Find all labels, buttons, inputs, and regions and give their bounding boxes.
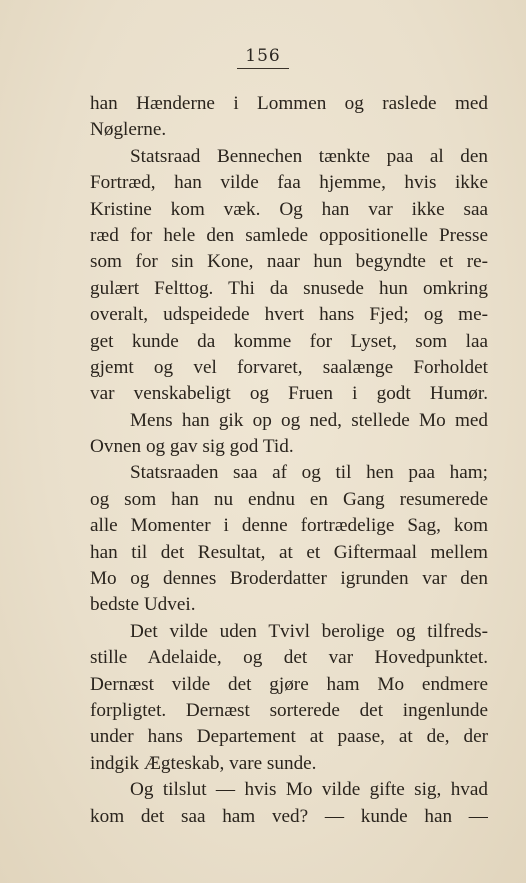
text-line: forpligtet. Dernæst sorterede det ingenlunde	[90, 699, 488, 721]
text-line: han til det Resultat, at et Giftermaal mellem	[90, 541, 488, 563]
text-line: gjemt og vel forvaret, saalænge Forholdet	[90, 356, 488, 378]
text-line: Statsraad Bennechen tænkte paa al den	[130, 145, 488, 167]
text-line: under hans Departement at paase, at de, der	[90, 726, 488, 748]
page-number-rule	[237, 68, 289, 69]
text-line: Mens han gik op og ned, stellede Mo med	[130, 409, 488, 431]
text-line: som for sin Kone, naar hun begyndte et re-	[90, 251, 488, 273]
text-line: Mo og dennes Broderdatter igrunden var den	[90, 568, 488, 590]
text-line: og som han nu endnu en Gang resumerede	[90, 488, 488, 510]
text-line: get kunde da komme for Lyset, som laa	[90, 330, 488, 352]
text-line: han Hænderne i Lommen og raslede med	[90, 93, 488, 114]
text-line: Og tilslut — hvis Mo vilde gifte sig, hvad	[130, 779, 488, 801]
body-text	[90, 91, 488, 830]
page-number	[0, 46, 526, 69]
text-line: Kristine kom væk. Og han var ikke saa	[90, 198, 488, 220]
text-line: Dernæst vilde det gjøre ham Mo endmere	[90, 673, 488, 695]
text-line: ræd for hele den samlede oppositionelle Presse	[90, 224, 488, 246]
text-line: indgik Ægteskab, vare sunde.	[90, 752, 317, 774]
text-line: alle Momenter i denne fortrædelige Sag, kom	[90, 515, 488, 537]
text-line: var venskabeligt og Fruen i godt Humør.	[90, 383, 488, 405]
text-line: gulært Felttog. Thi da snusede hun omkring	[90, 277, 488, 299]
text-line: bedste Udvei.	[90, 594, 196, 616]
text-line: Ovnen og gav sig god Tid.	[90, 436, 294, 458]
text-line: Fortræd, han vilde faa hjemme, hvis ikke	[90, 172, 488, 194]
text-line: overalt, udspeidede hvert hans Fjed; og me-	[90, 304, 488, 326]
text-line: Statsraaden saa af og til hen paa ham;	[130, 462, 488, 484]
text-line: stille Adelaide, og det var Hovedpunktet.	[90, 647, 488, 669]
text-line: Nøglerne.	[90, 119, 167, 141]
text-line: Det vilde uden Tvivl berolige og tilfreds-	[130, 620, 488, 642]
page-number-text: 156	[245, 46, 281, 66]
text-line: kom det saa ham ved? — kunde han —	[90, 805, 488, 827]
